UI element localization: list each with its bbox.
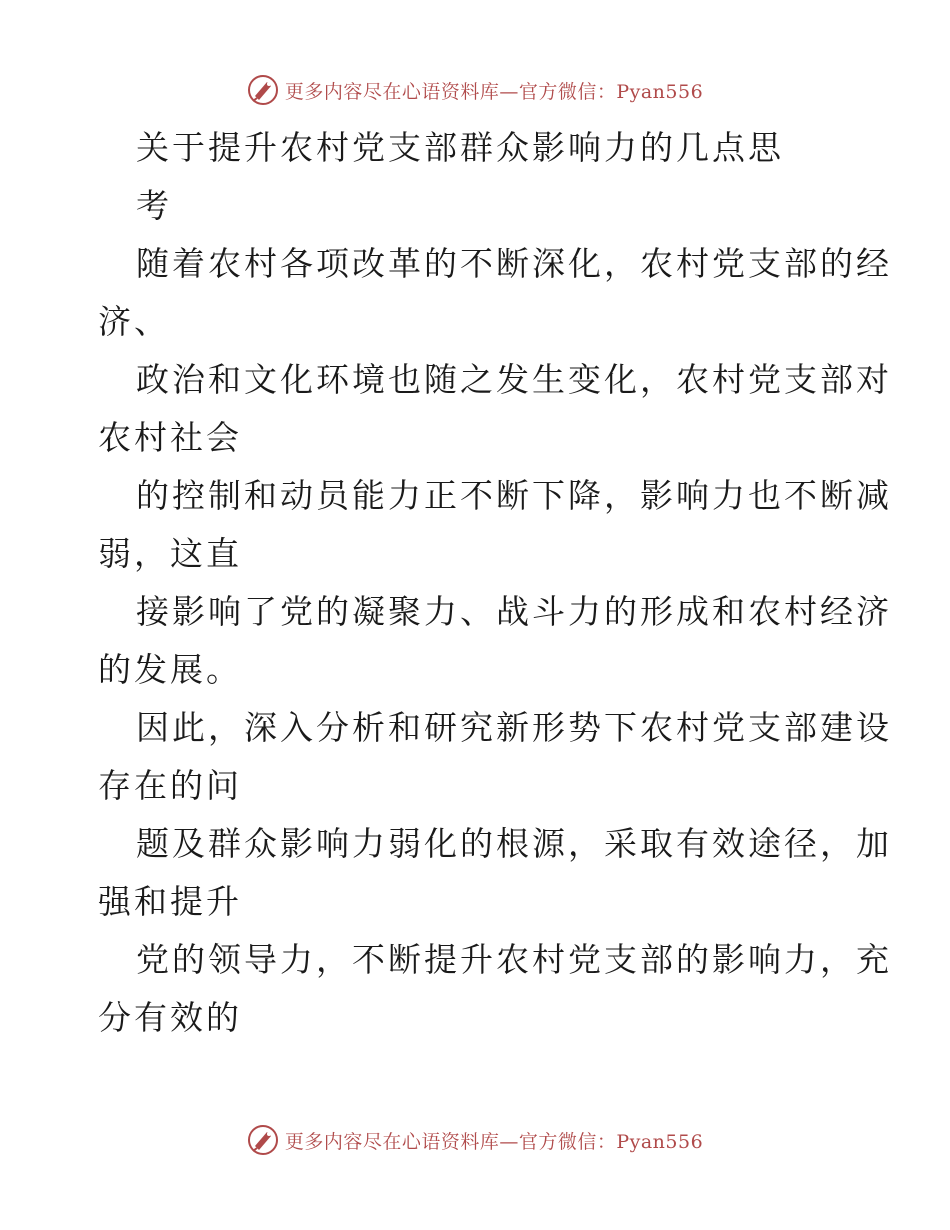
footer-banner-text: 更多内容尽在心语资料库—官方微信：Pyan556 (284, 1130, 704, 1153)
paragraph-line: 弱，这直 (98, 534, 242, 573)
paragraph-line: 分有效的 (98, 998, 242, 1037)
paragraph-line: 强和提升 (98, 882, 242, 921)
paragraph-line: 农村社会 (98, 418, 242, 457)
paragraph-line: 因此，深入分析和研究新形势下农村党支部建设 (136, 708, 892, 747)
paragraph-line: 的发展。 (98, 650, 242, 689)
footer-banner (0, 1120, 950, 1160)
paragraph-line: 题及群众影响力弱化的根源，采取有效途径，加 (136, 824, 892, 863)
header-banner-text: 更多内容尽在心语资料库—官方微信：Pyan556 (284, 80, 704, 103)
paragraph-line: 随着农村各项改革的不断深化，农村党支部的经 (136, 244, 892, 283)
paragraph-line: 存在的问 (98, 766, 242, 805)
paragraph-line: 济、 (98, 302, 170, 341)
header-banner (0, 70, 950, 110)
paragraph-line: 党的领导力，不断提升农村党支部的影响力，充 (136, 940, 892, 979)
brand-logo-icon (247, 1124, 279, 1156)
paragraph-line: 政治和文化环境也随之发生变化，农村党支部对 (136, 360, 892, 399)
brand-logo-icon (247, 74, 279, 106)
paragraph-line: 的控制和动员能力正不断下降，影响力也不断减 (136, 476, 892, 515)
document-title-line-1: 关于提升农村党支部群众影响力的几点思 (136, 128, 784, 167)
paragraph-line: 接影响了党的凝聚力、战斗力的形成和农村经济 (136, 592, 892, 631)
document-title-line-2: 考 (136, 186, 172, 225)
